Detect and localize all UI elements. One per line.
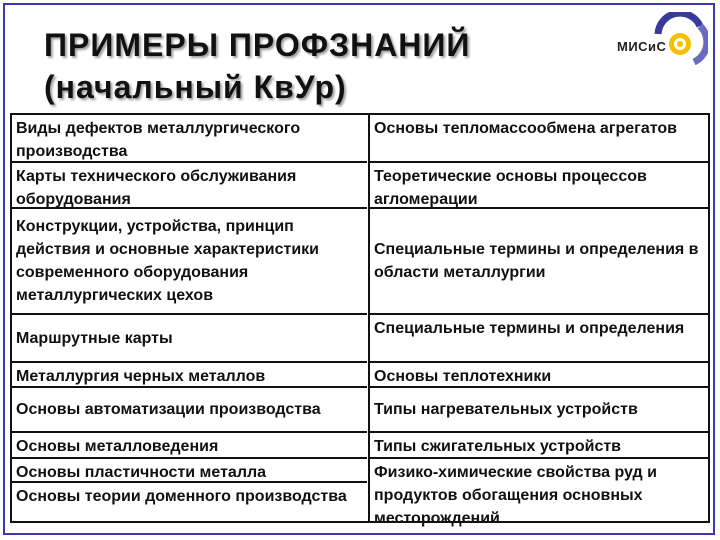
profknowledge-table	[10, 113, 710, 527]
title-line-2: (начальный КвУр)	[44, 69, 347, 105]
table-cell: Типы сжигательных устройств	[370, 431, 710, 457]
title-line-1: ПРИМЕРЫ ПРОФЗНАНИЙ	[44, 27, 471, 63]
table-cell: Конструкции, устройства, принцип действия и основные характеристики современного оборудования металлургических цехов	[12, 207, 367, 313]
table-cell: Физико-химические свойства руд и продуктов обогащения основных месторождений	[370, 457, 710, 521]
table-cell: Металлургия черных металлов	[12, 361, 367, 386]
table-cell: Основы пластичности металла	[12, 457, 367, 481]
table-cell: Маршрутные карты	[12, 313, 367, 361]
table-cell: Типы нагревательных устройств	[370, 386, 710, 431]
table-cell: Виды дефектов металлургического производства	[16, 120, 301, 160]
table-cell: Карты технического обслуживания оборудования	[12, 161, 367, 207]
misis-logo	[595, 12, 710, 72]
table-cell: Основы автоматизации производства	[12, 386, 367, 431]
table-cell: Специальные термины и определения	[370, 313, 710, 361]
logo-emblem-icon	[650, 12, 708, 70]
table-cell: Основы металловедения	[12, 431, 367, 457]
table-column-right	[368, 115, 710, 527]
table-cell: Теоретические основы процессов агломерации	[370, 161, 710, 207]
table-cell: Основы тепломассообмена агрегатов	[374, 120, 677, 137]
table-column-left	[12, 115, 367, 521]
logo-text: МИСиС	[617, 39, 667, 54]
table-cell: Основы теплотехники	[370, 361, 710, 386]
table-cell: Основы теории доменного производства	[12, 481, 367, 521]
table-cell: Специальные термины и определения в области металлургии	[370, 207, 710, 313]
slide-title	[44, 24, 470, 108]
